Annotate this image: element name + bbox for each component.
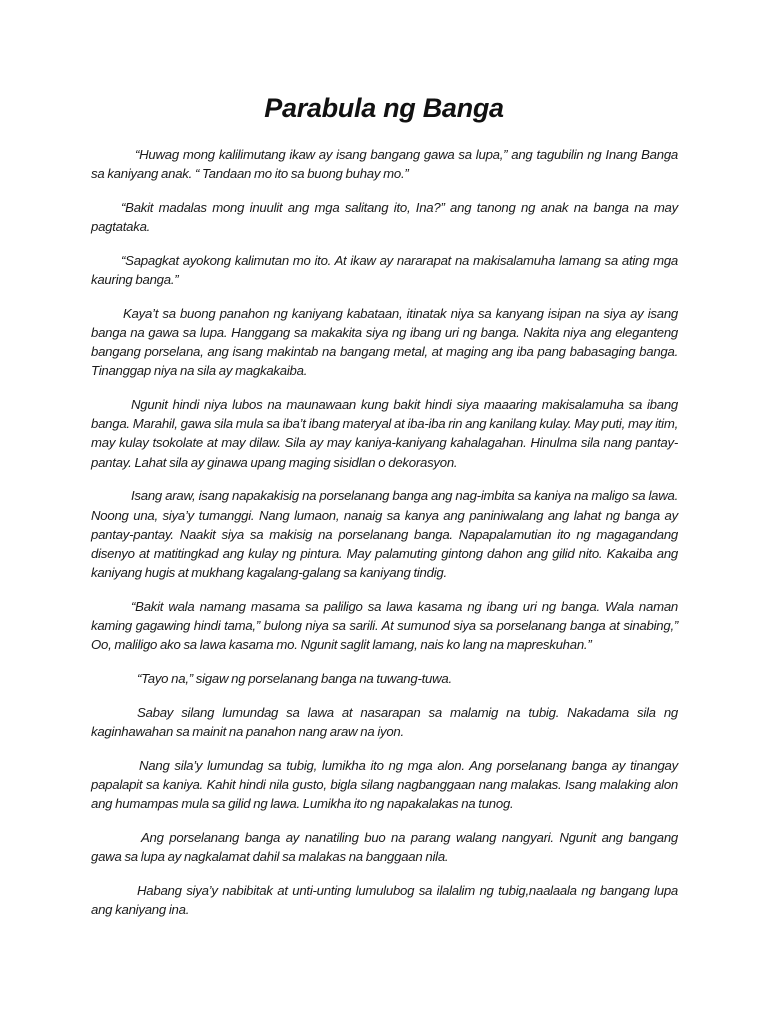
paragraph: Nang sila’y lumundag sa tubig, lumikha ito ng mga alon. Ang porselanang banga ay tinangay papalapit sa kaniya. Kahit hindi nila gusto, bigla silang nagbanggaan nang malakas. Isang malaking alon ang humampas mula sa gilid ng lawa. Lumikha ito ng napakalakas na tunog. <box>91 757 678 811</box>
document-body <box>91 145 678 934</box>
paragraph: Isang araw, isang napakakisig na porselanang banga ang nag-imbita sa kaniya na maligo sa lawa. Noong una, siya’y tumanggi. Nang lumaon, nanaig sa kanya ang paniniwalang ang lahat ng banga ay pantay-pantay. Naakit siya sa makisig na porselanang banga. Napapalamutian ito ng magagandang disenyo at matitingkad ang kulay ng pintura. May palamuting gintong dahon ang gilid nito. Kakaiba ang kaniyang hugis at mukhang kagalang-galang sa kaniyang tindig. <box>91 488 678 581</box>
document-title: Parabula ng Banga <box>264 93 504 123</box>
paragraph: Ngunit hindi niya lubos na maunawaan kung bakit hindi siya maaaring makisalamuha sa ibang banga. Marahil, gawa sila mula sa iba’t ibang materyal at iba-iba rin ang kanilang kulay. May puti, may itim, may kulay tsokolate at may dilaw. Sila ay may kaniya-kaniyang kahalagahan. Hinulma sila nang pantay-pantay. Lahat sila ay ginawa upang maging sisidlan o dekorasyon. <box>91 397 678 470</box>
paragraph: “Bakit wala namang masama sa paliligo sa lawa kasama ng ibang uri ng banga. Wala naman kaming gagawing hindi tama,” bulong niya sa sarili. At sumunod siya sa porselanang banga at sinabing,” Oo, maliligo ako sa lawa kasama mo. Ngunit saglit lamang, nais ko lang na mapreskuhan.” <box>91 598 678 653</box>
paragraph: Sabay silang lumundag sa lawa at nasarapan sa malamig na tubig. Nakadama sila ng kaginhawahan sa mainit na panahon nang araw na iyon. <box>91 704 678 739</box>
paragraph: Ang porselanang banga ay nanatiling buo na parang walang nangyari. Ngunit ang bangang gawa sa lupa ay nagkalamat dahil sa malakas na banggaan nila. <box>91 829 678 864</box>
paragraph: “Bakit madalas mong inuulit ang mga salitang ito, Ina?” ang tanong ng anak na banga na may pagtataka. <box>91 199 678 235</box>
paragraph: “Huwag mong kalilimutang ikaw ay isang bangang gawa sa lupa,” ang tagubilin ng Inang Banga sa kaniyang anak. “ Tandaan mo ito sa buong buhay mo.” <box>91 147 678 182</box>
paragraph: “Tayo na,” sigaw ng porselanang banga na tuwang-tuwa. <box>137 670 452 686</box>
paragraph: Kaya’t sa buong panahon ng kaniyang kabataan, itinatak niya sa kanyang isipan na siya ay isang banga na gawa sa lupa. Hanggang sa makakita siya ng ibang uri ng banga. Nakita niya ang eleganteng bangang porselana, ang isang makintab na bangang metal, at maging ang iba pang babasaging banga. Tinanggap niya na sila ay magkakaiba. <box>91 305 678 379</box>
paragraph: Habang siya’y nabibitak at unti-unting lumulubog sa ilalalim ng tubig,naalaala ng bangang lupa ang kaniyang ina. <box>91 882 678 917</box>
paragraph: “Sapagkat ayokong kalimutan mo ito. At ikaw ay nararapat na makisalamuha lamang sa ating mga kauring banga.” <box>91 252 678 288</box>
